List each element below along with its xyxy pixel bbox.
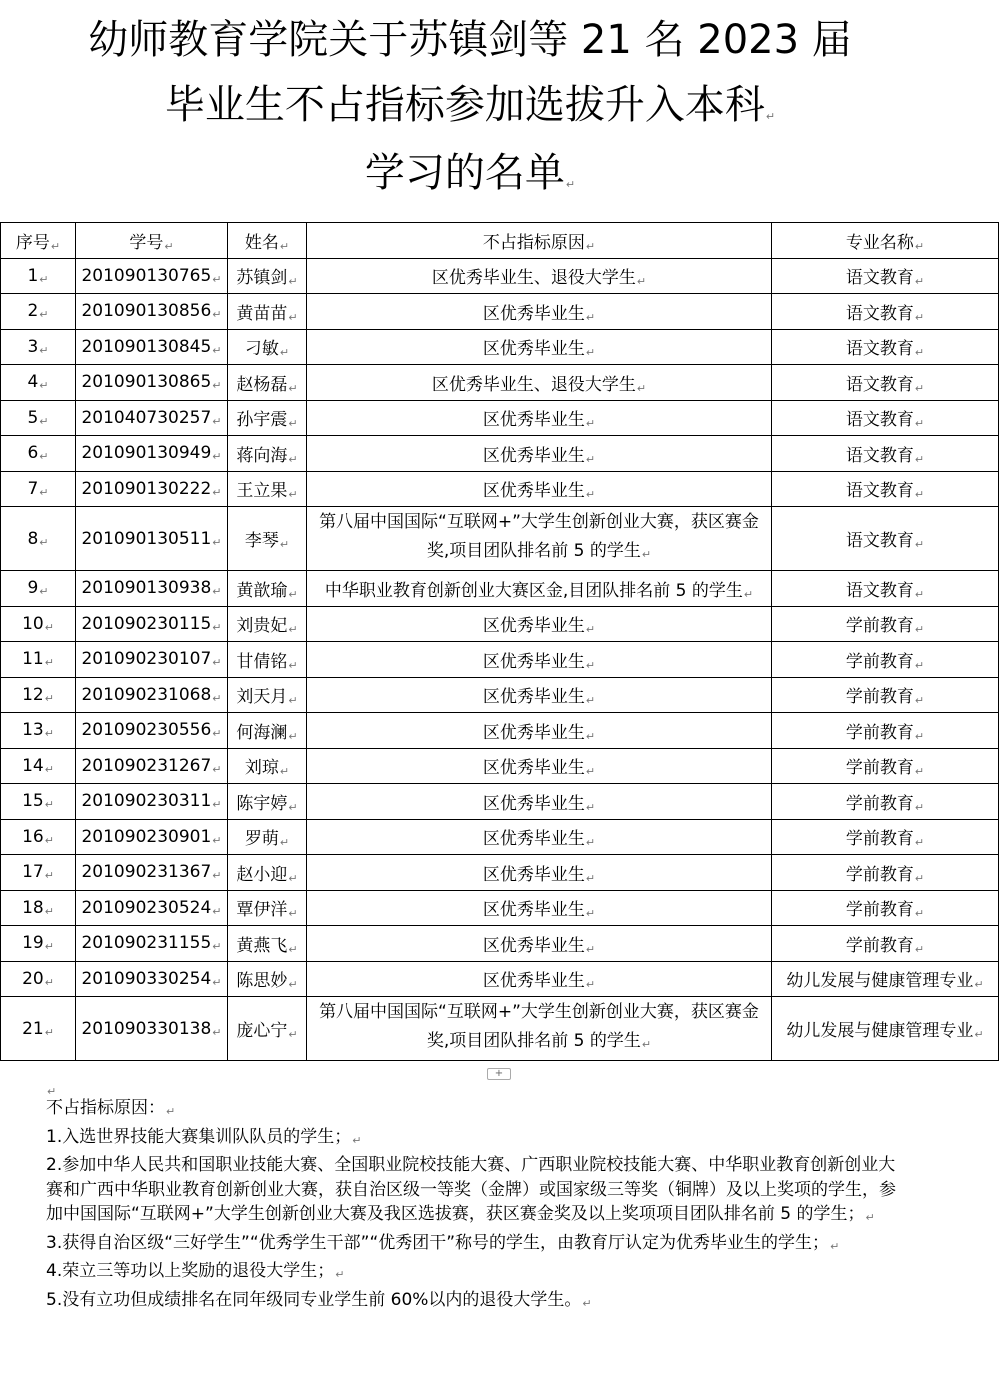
- cell-name: 罗萌↵: [228, 819, 307, 855]
- cell-reason: 区优秀毕业生↵: [307, 784, 772, 820]
- cell-major: 语文教育↵: [772, 258, 999, 294]
- cell-name: 赵杨磊↵: [228, 365, 307, 401]
- cell-student-id: 201090231267↵: [76, 748, 228, 784]
- header-index: 序号↵: [1, 223, 76, 259]
- table-row: [1, 819, 999, 855]
- cell-student-id: 201090230115↵: [76, 606, 228, 642]
- note-item: 1.入选世界技能大赛集训队队员的学生；↵: [46, 1126, 362, 1147]
- cell-student-id: 201090130845↵: [76, 329, 228, 365]
- cell-major: 学前教育↵: [772, 819, 999, 855]
- cell-reason: 区优秀毕业生↵: [307, 471, 772, 507]
- cell-major: 学前教育↵: [772, 748, 999, 784]
- header-name: 姓名↵: [228, 223, 307, 259]
- note-item: 5.没有立功但成绩排名在同年级同专业学生前 60%以内的退役大学生。↵: [46, 1289, 592, 1310]
- table-row: [1, 855, 999, 891]
- cell-name: 李琴↵: [228, 507, 307, 571]
- cell-student-id: 201090130949↵: [76, 436, 228, 472]
- cell-major: 学前教育↵: [772, 855, 999, 891]
- table-row: [1, 997, 999, 1061]
- cell-student-id: 201090230107↵: [76, 642, 228, 678]
- cell-name: 黄苗苗↵: [228, 294, 307, 330]
- cell-major: 学前教育↵: [772, 713, 999, 749]
- table-row: [1, 365, 999, 401]
- cell-name: 刁敏↵: [228, 329, 307, 365]
- cell-reason: 中华职业教育创新创业大赛区金,目团队排名前 5 的学生↵: [307, 571, 772, 607]
- table-row: [1, 436, 999, 472]
- cell-index: 11↵: [1, 642, 76, 678]
- cell-reason: 区优秀毕业生↵: [307, 961, 772, 997]
- cell-reason: 区优秀毕业生↵: [307, 890, 772, 926]
- cell-student-id: 201090130222↵: [76, 471, 228, 507]
- cell-name: 刘琼↵: [228, 748, 307, 784]
- cell-major: 学前教育↵: [772, 677, 999, 713]
- header-reason: 不占指标原因↵: [307, 223, 772, 259]
- cell-student-id: 201090231367↵: [76, 855, 228, 891]
- cell-major: 语文教育↵: [772, 365, 999, 401]
- cell-name: 庞心宁↵: [228, 997, 307, 1061]
- cell-name: 黄燕飞↵: [228, 926, 307, 962]
- cell-major: 语文教育↵: [772, 436, 999, 472]
- table-row: [1, 748, 999, 784]
- cell-index: 20↵: [1, 961, 76, 997]
- table-row: [1, 961, 999, 997]
- cell-index: 6↵: [1, 436, 76, 472]
- table-header-row: [1, 223, 999, 259]
- cell-index: 5↵: [1, 400, 76, 436]
- table-row: [1, 642, 999, 678]
- cell-index: 15↵: [1, 784, 76, 820]
- table-row: [1, 471, 999, 507]
- cell-index: 4↵: [1, 365, 76, 401]
- table-row: [1, 507, 999, 571]
- cell-reason: 区优秀毕业生↵: [307, 642, 772, 678]
- notes-heading: 不占指标原因：↵: [46, 1098, 176, 1118]
- cell-student-id: 201090130765↵: [76, 258, 228, 294]
- cell-index: 13↵: [1, 713, 76, 749]
- cell-index: 2↵: [1, 294, 76, 330]
- cell-index: 3↵: [1, 329, 76, 365]
- note-item: 3.获得自治区级“三好学生”“优秀学生干部”“优秀团干”称号的学生，由教育厅认定为优秀毕业生的学生；↵: [46, 1232, 840, 1253]
- cell-reason: 区优秀毕业生、退役大学生↵: [307, 365, 772, 401]
- cell-student-id: 201090230311↵: [76, 784, 228, 820]
- cell-name: 陈宇婷↵: [228, 784, 307, 820]
- cell-reason: 区优秀毕业生↵: [307, 329, 772, 365]
- paragraph-mark-icon: ↵: [565, 178, 576, 191]
- document-title-line-3: 学习的名单↵: [364, 150, 576, 196]
- table-row: [1, 571, 999, 607]
- cell-index: 18↵: [1, 890, 76, 926]
- cell-index: 7↵: [1, 471, 76, 507]
- cell-name: 王立果↵: [228, 471, 307, 507]
- header-major: 专业名称↵: [772, 223, 999, 259]
- cell-index: 16↵: [1, 819, 76, 855]
- cell-major: 学前教育↵: [772, 642, 999, 678]
- cell-student-id: 201090330138↵: [76, 997, 228, 1061]
- cell-reason: 区优秀毕业生↵: [307, 855, 772, 891]
- header-student-id: 学号↵: [76, 223, 228, 259]
- cell-student-id: 201090330254↵: [76, 961, 228, 997]
- cell-name: 苏镇剑↵: [228, 258, 307, 294]
- cell-reason: 区优秀毕业生↵: [307, 677, 772, 713]
- cell-major: 语文教育↵: [772, 294, 999, 330]
- cell-index: 14↵: [1, 748, 76, 784]
- cell-index: 21↵: [1, 997, 76, 1061]
- cell-name: 刘天月↵: [228, 677, 307, 713]
- notes-section: [46, 1076, 906, 1316]
- cell-name: 刘贵妃↵: [228, 606, 307, 642]
- table-row: [1, 784, 999, 820]
- cell-reason: 区优秀毕业生↵: [307, 748, 772, 784]
- cell-index: 19↵: [1, 926, 76, 962]
- cell-reason: 区优秀毕业生↵: [307, 294, 772, 330]
- table-row: [1, 926, 999, 962]
- cell-name: 甘倩铭↵: [228, 642, 307, 678]
- cell-major: 幼儿发展与健康管理专业↵: [772, 961, 999, 997]
- cell-major: 语文教育↵: [772, 400, 999, 436]
- table-row: [1, 606, 999, 642]
- cell-name: 蒋向海↵: [228, 436, 307, 472]
- cell-major: 学前教育↵: [772, 890, 999, 926]
- cell-major: 学前教育↵: [772, 784, 999, 820]
- table-row: [1, 677, 999, 713]
- cell-student-id: 201090231155↵: [76, 926, 228, 962]
- cell-name: 黄歆瑜↵: [228, 571, 307, 607]
- cell-reason: 区优秀毕业生↵: [307, 436, 772, 472]
- table-row: [1, 400, 999, 436]
- table-row: [1, 329, 999, 365]
- empty-paragraph: ↵: [47, 1085, 57, 1098]
- cell-name: 赵小迎↵: [228, 855, 307, 891]
- cell-reason: 区优秀毕业生↵: [307, 926, 772, 962]
- cell-student-id: 201090231068↵: [76, 677, 228, 713]
- cell-reason: 区优秀毕业生↵: [307, 713, 772, 749]
- paragraph-mark-icon: ↵: [765, 110, 776, 123]
- cell-student-id: 201090130856↵: [76, 294, 228, 330]
- table-row: [1, 258, 999, 294]
- cell-index: 1↵: [1, 258, 76, 294]
- cell-name: 覃伊洋↵: [228, 890, 307, 926]
- note-item: 2.参加中华人民共和国职业技能大赛、全国职业院校技能大赛、广西职业院校技能大赛、中华职业教育创新创业大赛和广西中华职业教育创新创业大赛，获自治区级一等奖（金牌）或国家级三等奖（铜牌）及以上奖项的学生，参加中国国际“互联网+”大学生创新创业大赛及我区选拔赛，获区赛金奖及以上奖项项目团队排名前 5 的学生；↵: [46, 1155, 896, 1224]
- cell-student-id: 201040730257↵: [76, 400, 228, 436]
- cell-name: 孙宇震↵: [228, 400, 307, 436]
- cell-index: 8↵: [1, 507, 76, 571]
- cell-major: 语文教育↵: [772, 329, 999, 365]
- cell-index: 12↵: [1, 677, 76, 713]
- cell-major: 语文教育↵: [772, 571, 999, 607]
- cell-student-id: 201090130865↵: [76, 365, 228, 401]
- cell-major: 语文教育↵: [772, 507, 999, 571]
- cell-reason: 区优秀毕业生↵: [307, 819, 772, 855]
- cell-student-id: 201090230524↵: [76, 890, 228, 926]
- cell-student-id: 201090230901↵: [76, 819, 228, 855]
- cell-reason: 第八届中国国际“互联网+”大学生创新创业大赛，获区赛金奖,项目团队排名前 5 的学生↵: [307, 507, 772, 571]
- note-item: 4.荣立三等功以上奖励的退役大学生；↵: [46, 1261, 345, 1281]
- cell-index: 9↵: [1, 571, 76, 607]
- cell-major: 学前教育↵: [772, 606, 999, 642]
- cell-name: 陈思妙↵: [228, 961, 307, 997]
- cell-index: 17↵: [1, 855, 76, 891]
- cell-student-id: 201090130938↵: [76, 571, 228, 607]
- cell-student-id: 201090130511↵: [76, 507, 228, 571]
- cell-reason: 第八届中国国际“互联网+”大学生创新创业大赛，获区赛金奖,项目团队排名前 5 的学生↵: [307, 997, 772, 1061]
- table-row: [1, 294, 999, 330]
- document-title-line-1: 幼师教育学院关于苏镇剑等 21 名 2023 届: [88, 17, 852, 63]
- cell-major: 幼儿发展与健康管理专业↵: [772, 997, 999, 1061]
- cell-reason: 区优秀毕业生↵: [307, 400, 772, 436]
- cell-major: 学前教育↵: [772, 926, 999, 962]
- cell-name: 何海澜↵: [228, 713, 307, 749]
- cell-student-id: 201090230556↵: [76, 713, 228, 749]
- document-title-line-2: 毕业生不占指标参加选拔升入本科↵: [164, 82, 776, 128]
- cell-index: 10↵: [1, 606, 76, 642]
- cell-reason: 区优秀毕业生、退役大学生↵: [307, 258, 772, 294]
- table-row: [1, 713, 999, 749]
- cell-reason: 区优秀毕业生↵: [307, 606, 772, 642]
- table-row: [1, 890, 999, 926]
- cell-major: 语文教育↵: [772, 471, 999, 507]
- student-list-table: [0, 222, 999, 1061]
- add-table-row-button[interactable]: +: [487, 1068, 511, 1080]
